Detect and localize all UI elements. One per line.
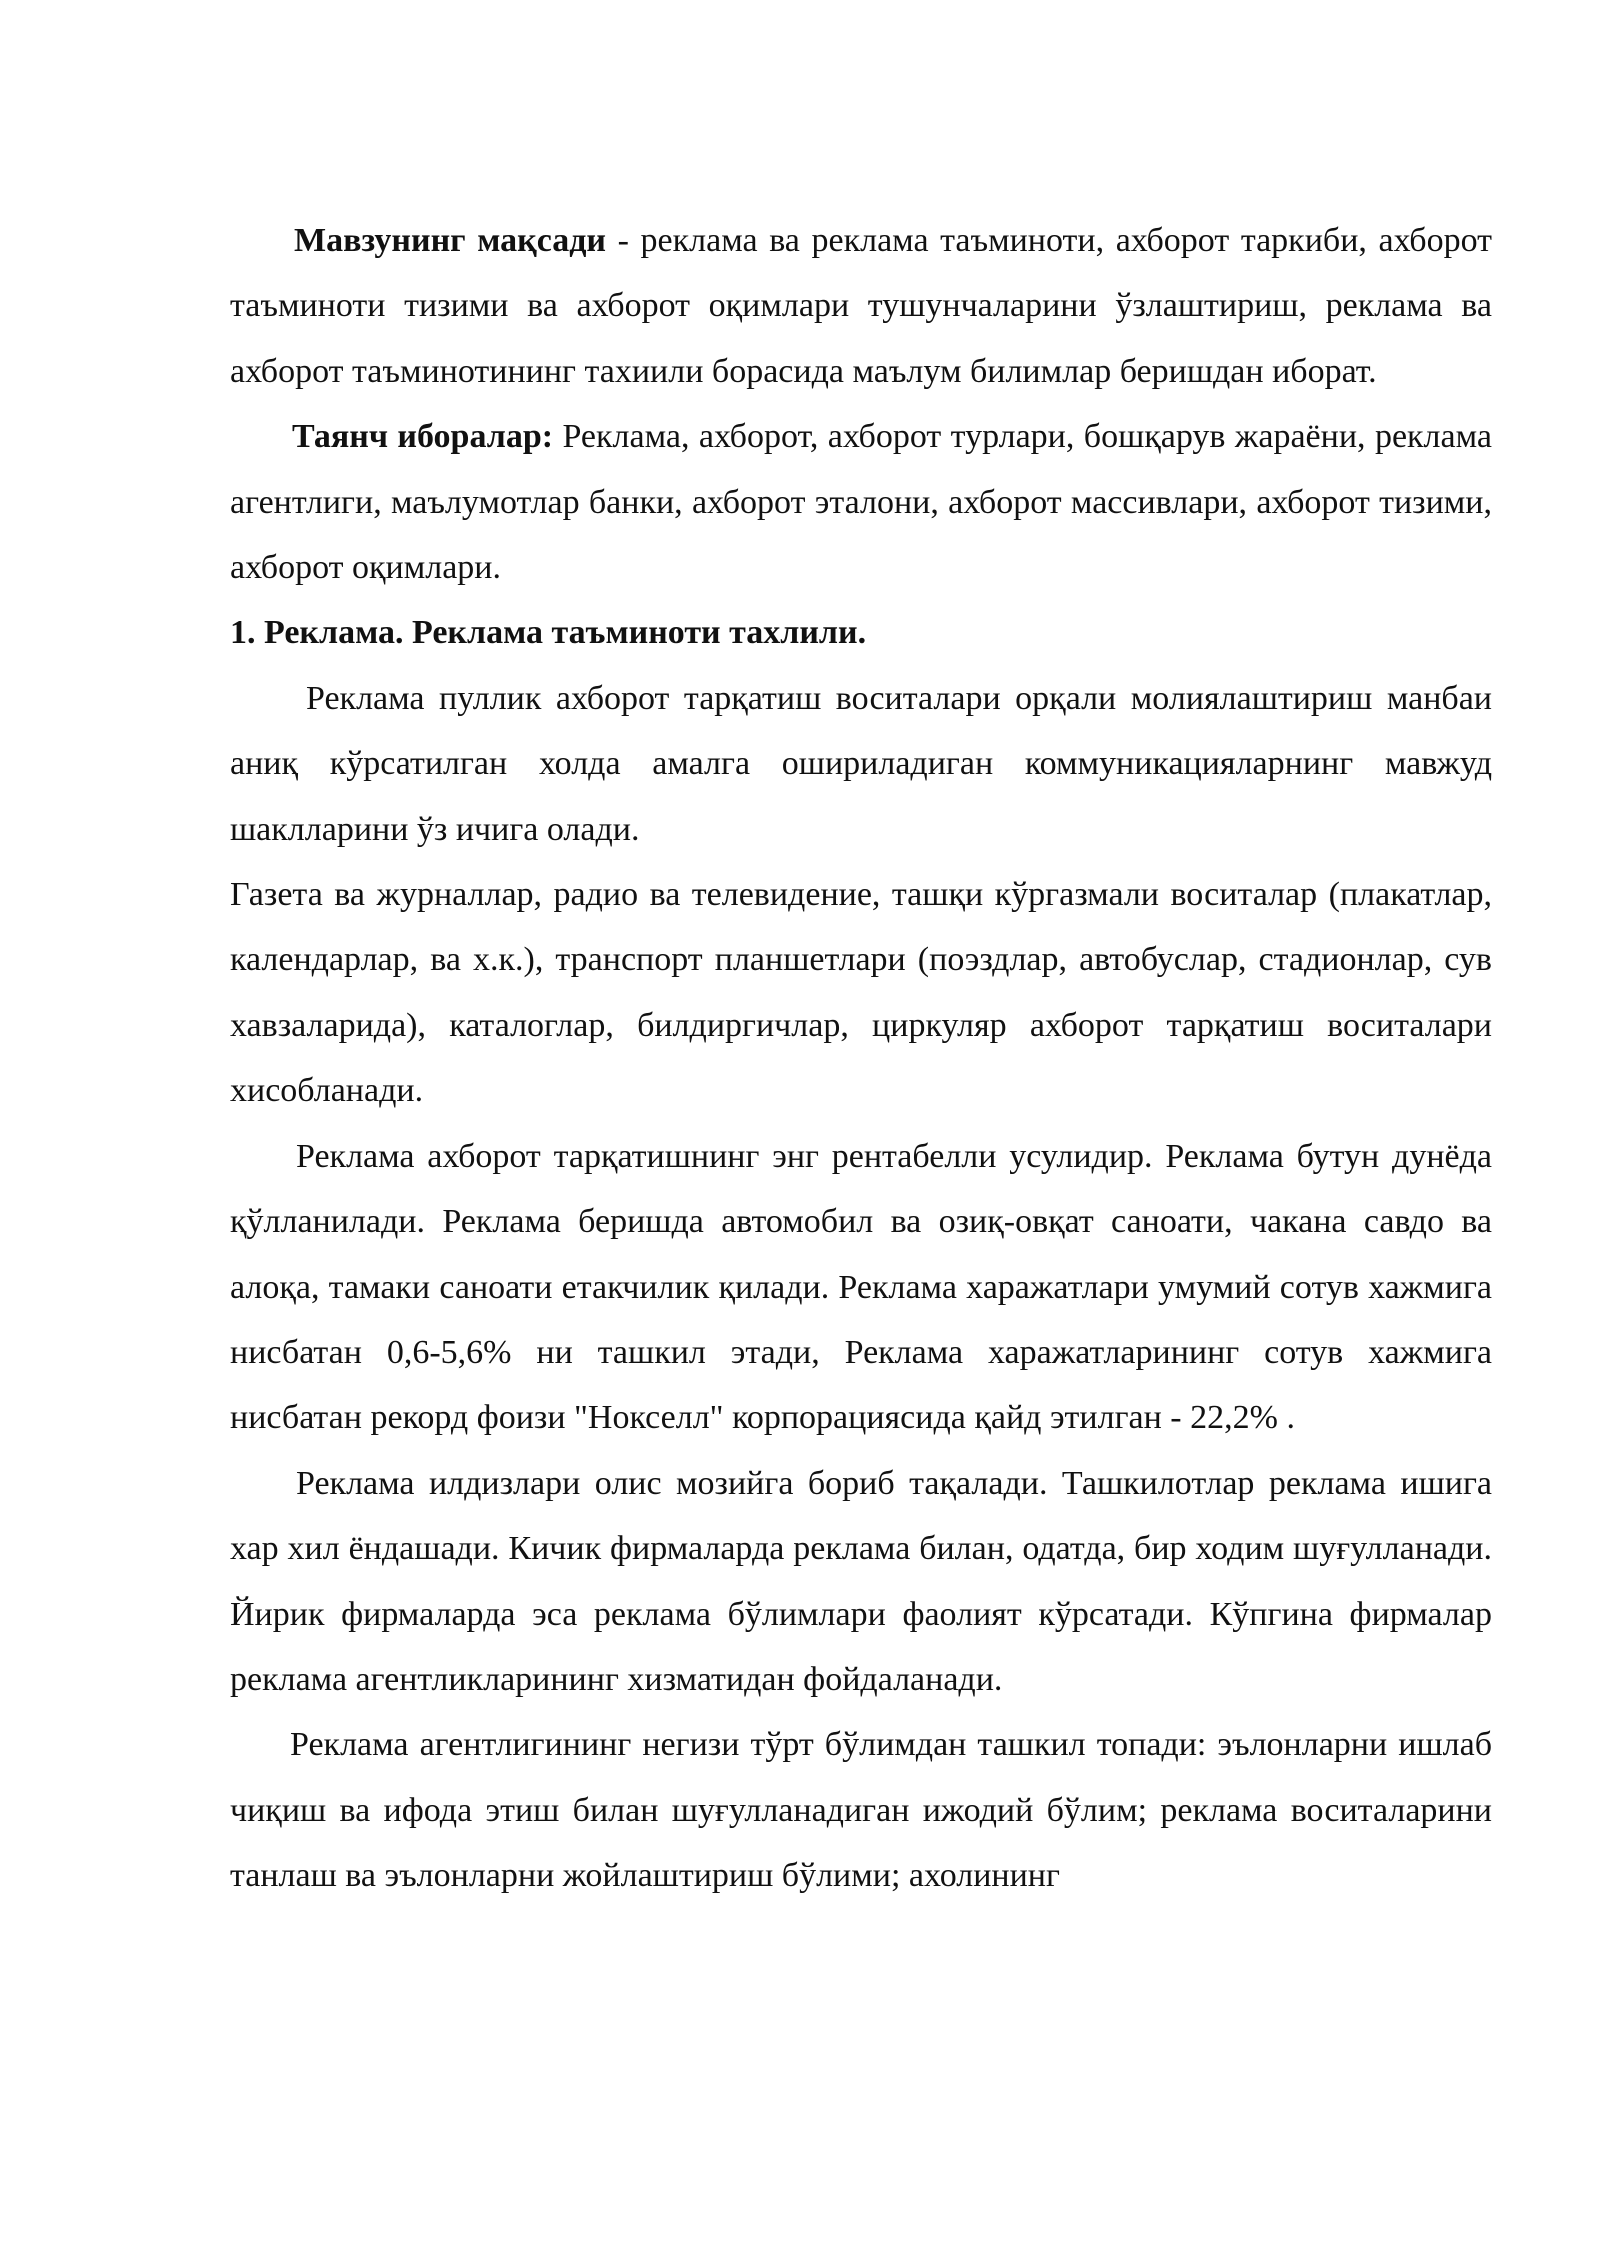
goal-label: Мавзунинг мақсади xyxy=(294,222,607,259)
section-heading: 1. Реклама. Реклама таъминоти тахлили. xyxy=(230,614,867,652)
goal-paragraph xyxy=(230,208,1492,404)
goal-text: - реклама ва реклама таъминоти, ахборот таркиби, ахборот таъминоти тизими ва ахборот оқимлари тушунчаларини ўзлаштириш, реклама ва ахборот таъминотининг тахиили борасида маълум билимлар беришдан иборат. xyxy=(230,222,1493,390)
paragraph-advertising-definition: Реклама пуллик ахборот тарқатиш воситалари орқали молиялаштириш манбаи аниқ кўрсатилган холда амалга ошириладиган коммуникацияларнинг мавжуд шаклларини ўз ичига олади. xyxy=(230,679,1492,848)
paragraph-rentability: Реклама ахборот тарқатишнинг энг рентабелли усулидир. Реклама бутун дунёда қўлланилади. Реклама беришда автомобил ва озиқ-овқат саноати, чакана савдо ва алоқа, тамаки саноати етакчилик қилади. Реклама харажатлари умумий сотув хажмига нисбатан 0,6-5,6% ни ташкил этади, Реклама харажатларининг сотув хажмига нисбатан рекорд фоизи "Нокселл" корпорациясида қайд этилган - 22,2% . xyxy=(230,1137,1492,1437)
paragraph-agency-structure: Реклама агентлигининг негизи тўрт бўлимдан ташкил топади: эълонларни ишлаб чиқиш ва ифода этиш билан шуғулланадиган ижодий бўлим; реклама воситаларини танлаш ва эълонларни жойлаштириш бўлими; ахолининг xyxy=(230,1726,1492,1895)
paragraph-media-list: Газета ва журналлар, радио ва телевидение, ташқи кўргазмали воситалар (плакатлар, календарлар, ва х.к.), транспорт планшетлари (поэздлар, автобуслар, стадионлар, сув хавзаларида), каталоглар, билдиргичлар, циркуляр ахборот тарқатиш воситалари хисобланади. xyxy=(230,876,1492,1110)
keywords-text: Реклама, ахборот, ахборот турлари, бошқарув жараёни, реклама агентлиги, маълумотлар банки, ахборот эталони, ахборот массивлари, ахборот тизими, ахборот оқимлари. xyxy=(230,418,1492,587)
keywords-paragraph xyxy=(230,404,1492,600)
document-page xyxy=(230,208,1492,1909)
paragraph-history: Реклама илдизлари олис мозийга бориб тақалади. Ташкилотлар реклама ишига хар хил ёндашади. Кичик фирмаларда реклама билан, одатда, бир ходим шуғулланади. Йирик фирмаларда эса реклама бўлимлари фаолият кўрсатади. Кўпгина фирмалар реклама агентликларининг хизматидан фойдаланади. xyxy=(230,1464,1492,1698)
keywords-label: Таянч иборалар: xyxy=(292,418,554,456)
